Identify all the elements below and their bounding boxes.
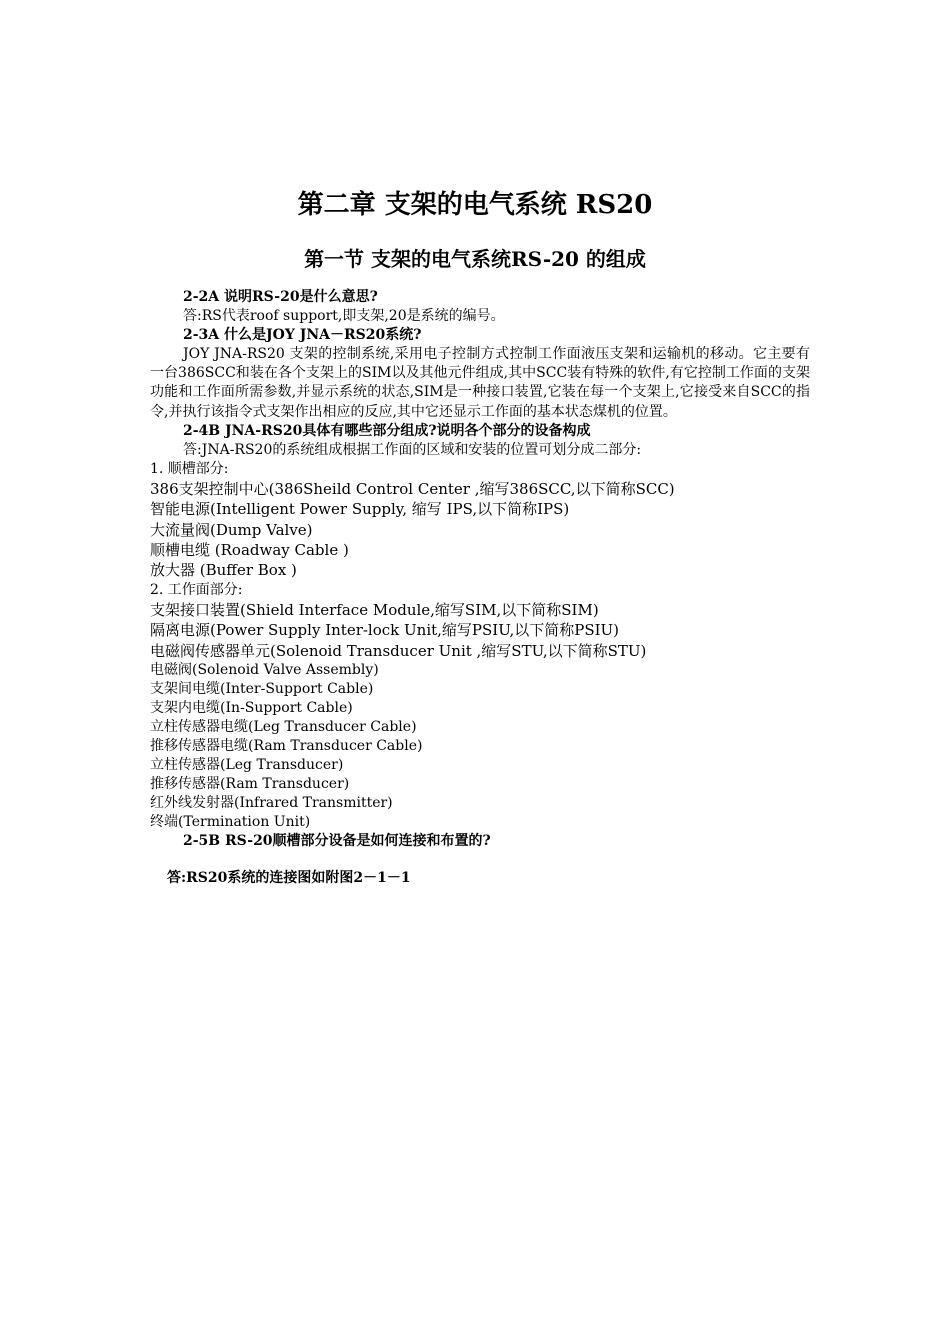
group-heading-roadway: 1. 顺槽部分:	[150, 460, 229, 477]
answer-2-3a: JOY JNA-RS20 支架的控制系统,采用电子控制方式控制工作面液压支架和运输机的移动。它主要有一台386SCC和装在各个支架上的SIM以及其他元件组成,其中SCC装有特殊的软件,有它控制工作面的支架功能和工作面所需参数,并显示系统的状态,SIM是一种接口装置,它装在每一个支架上,它接受来自SCC的指令,并执行该指令式支架作出相应的反应,其中它还显示工作面的基本状态煤机的位置。	[150, 346, 810, 420]
answer-2-4b: 答:JNA-RS20的系统组成根据工作面的区域和安装的位置可划分成二部分:	[183, 441, 642, 458]
question-2-4b: 2-4B JNA-RS20具体有哪些部分组成?说明各个部分的设备构成	[183, 422, 591, 439]
list-item: 终端(Termination Unit)	[150, 813, 311, 830]
list-item: 立柱传感器电缆(Leg Transducer Cable)	[150, 718, 417, 735]
list-item: 大流量阀(Dump Valve)	[150, 520, 313, 539]
list-item: 支架间电缆(Inter-Support Cable)	[150, 680, 374, 697]
answer-2-5b: 答:RS20系统的连接图如附图2－1－1	[167, 869, 411, 886]
chapter-title: 第二章 支架的电气系统 RS20	[297, 190, 653, 220]
list-item: 电磁阀传感器单元(Solenoid Transducer Unit ,缩写STU,以下简称STU)	[150, 641, 647, 660]
list-item: 电磁阀(Solenoid Valve Assembly)	[150, 661, 379, 678]
list-item: 智能电源(Intelligent Power Supply, 缩写 IPS,以下简称IPS)	[150, 500, 570, 519]
document-body	[150, 288, 810, 888]
list-item: 推移传感器电缆(Ram Transducer Cable)	[150, 737, 423, 754]
list-item: 隔离电源(Power Supply Inter-lock Unit,缩写PSIU,以下简称PSIU)	[150, 621, 620, 640]
list-item: 386支架控制中心(386Sheild Control Center ,缩写386SCC,以下简称SCC)	[150, 479, 675, 498]
group-heading-face: 2. 工作面部分:	[150, 581, 243, 598]
list-item: 支架内电缆(In-Support Cable)	[150, 699, 353, 716]
spacer	[150, 851, 810, 869]
list-item: 放大器 (Buffer Box )	[150, 561, 297, 580]
question-2-2a: 2-2A 说明RS-20是什么意思?	[183, 289, 378, 305]
list-item: 推移传感器(Ram Transducer)	[150, 775, 350, 792]
list-item: 顺槽电缆 (Roadway Cable )	[150, 540, 349, 559]
question-2-3a: 2-3A 什么是JOY JNA－RS20系统?	[183, 327, 422, 343]
list-item: 红外线发射器(Infrared Transmitter)	[150, 794, 393, 811]
answer-2-2a: 答:RS代表roof support,即支架,20是系统的编号。	[183, 308, 505, 324]
question-2-5b: 2-5B RS-20顺槽部分设备是如何连接和布置的?	[183, 832, 491, 849]
section-title: 第一节 支架的电气系统RS-20 的组成	[304, 247, 646, 271]
list-item: 支架接口装置(Shield Interface Module,缩写SIM,以下简称SIM)	[150, 600, 599, 619]
list-item: 立柱传感器(Leg Transducer)	[150, 756, 344, 773]
